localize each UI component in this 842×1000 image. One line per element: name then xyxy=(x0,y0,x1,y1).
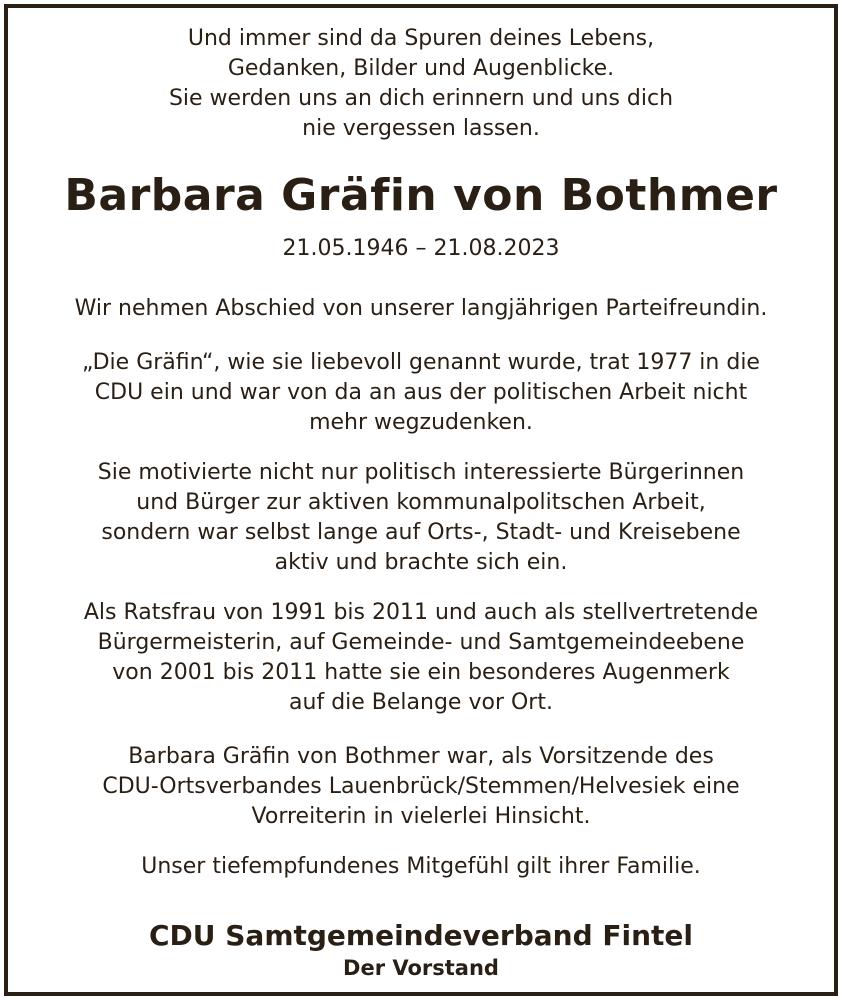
deceased-name: Barbara Gräfin von Bothmer xyxy=(64,170,778,221)
verse-line: Sie werden uns an dich erinnern und uns dich xyxy=(168,86,674,111)
paragraph-line: Bürgermeisterin, auf Gemeinde- und Samtgemeindeebene xyxy=(97,630,745,655)
verse-line: Gedanken, Bilder und Augenblicke. xyxy=(227,56,615,81)
biography-paragraph xyxy=(8,458,834,578)
paragraph-line: mehr wegzudenken. xyxy=(309,410,533,435)
signature-organization: CDU Samtgemeindeverband Fintel xyxy=(148,919,693,952)
paragraph-line: Wir nehmen Abschied von unserer langjährigen Parteifreundin. xyxy=(74,296,768,321)
life-dates: 21.05.1946 – 21.08.2023 xyxy=(282,236,560,261)
biography-paragraph xyxy=(8,742,834,832)
paragraph-line: „Die Gräfin“, wie sie liebevoll genannt wurde, trat 1977 in die xyxy=(82,350,760,375)
paragraph-line: Barbara Gräfin von Bothmer war, als Vorsitzende des xyxy=(128,744,714,769)
verse-line: Und immer sind da Spuren deines Lebens, xyxy=(187,26,655,51)
paragraph-line: von 2001 bis 2011 hatte sie ein besonderes Augenmerk xyxy=(112,660,730,685)
paragraph-line: sondern war selbst lange auf Orts-, Stadt- und Kreisebene xyxy=(101,520,741,545)
paragraph-line: Unser tiefempfundenes Mitgefühl gilt ihrer Familie. xyxy=(141,854,701,879)
paragraph-line: Sie motivierte nicht nur politisch interessierte Bürgerinnen xyxy=(97,460,745,485)
signature-board: Der Vorstand xyxy=(343,956,499,980)
biography-paragraph xyxy=(8,348,834,438)
condolence-paragraph xyxy=(8,852,834,882)
farewell-paragraph xyxy=(8,294,834,324)
paragraph-line: Als Ratsfrau von 1991 bis 2011 und auch als stellvertretende xyxy=(83,600,759,625)
paragraph-line: aktiv und brachte sich ein. xyxy=(274,550,568,575)
paragraph-line: und Bürger zur aktiven kommunalpolitschen Arbeit, xyxy=(136,490,706,515)
paragraph-line: CDU ein und war von da an aus der politischen Arbeit nicht xyxy=(94,380,748,405)
paragraph-line: CDU-Ortsverbandes Lauenbrück/Stemmen/Helvesiek eine xyxy=(102,774,740,799)
paragraph-line: auf die Belange vor Ort. xyxy=(289,690,553,715)
obituary-frame xyxy=(4,4,838,996)
biography-paragraph xyxy=(8,598,834,718)
verse-line: nie vergessen lassen. xyxy=(302,116,540,141)
paragraph-line: Vorreiterin in vielerlei Hinsicht. xyxy=(251,804,591,829)
opening-verse xyxy=(8,24,834,144)
